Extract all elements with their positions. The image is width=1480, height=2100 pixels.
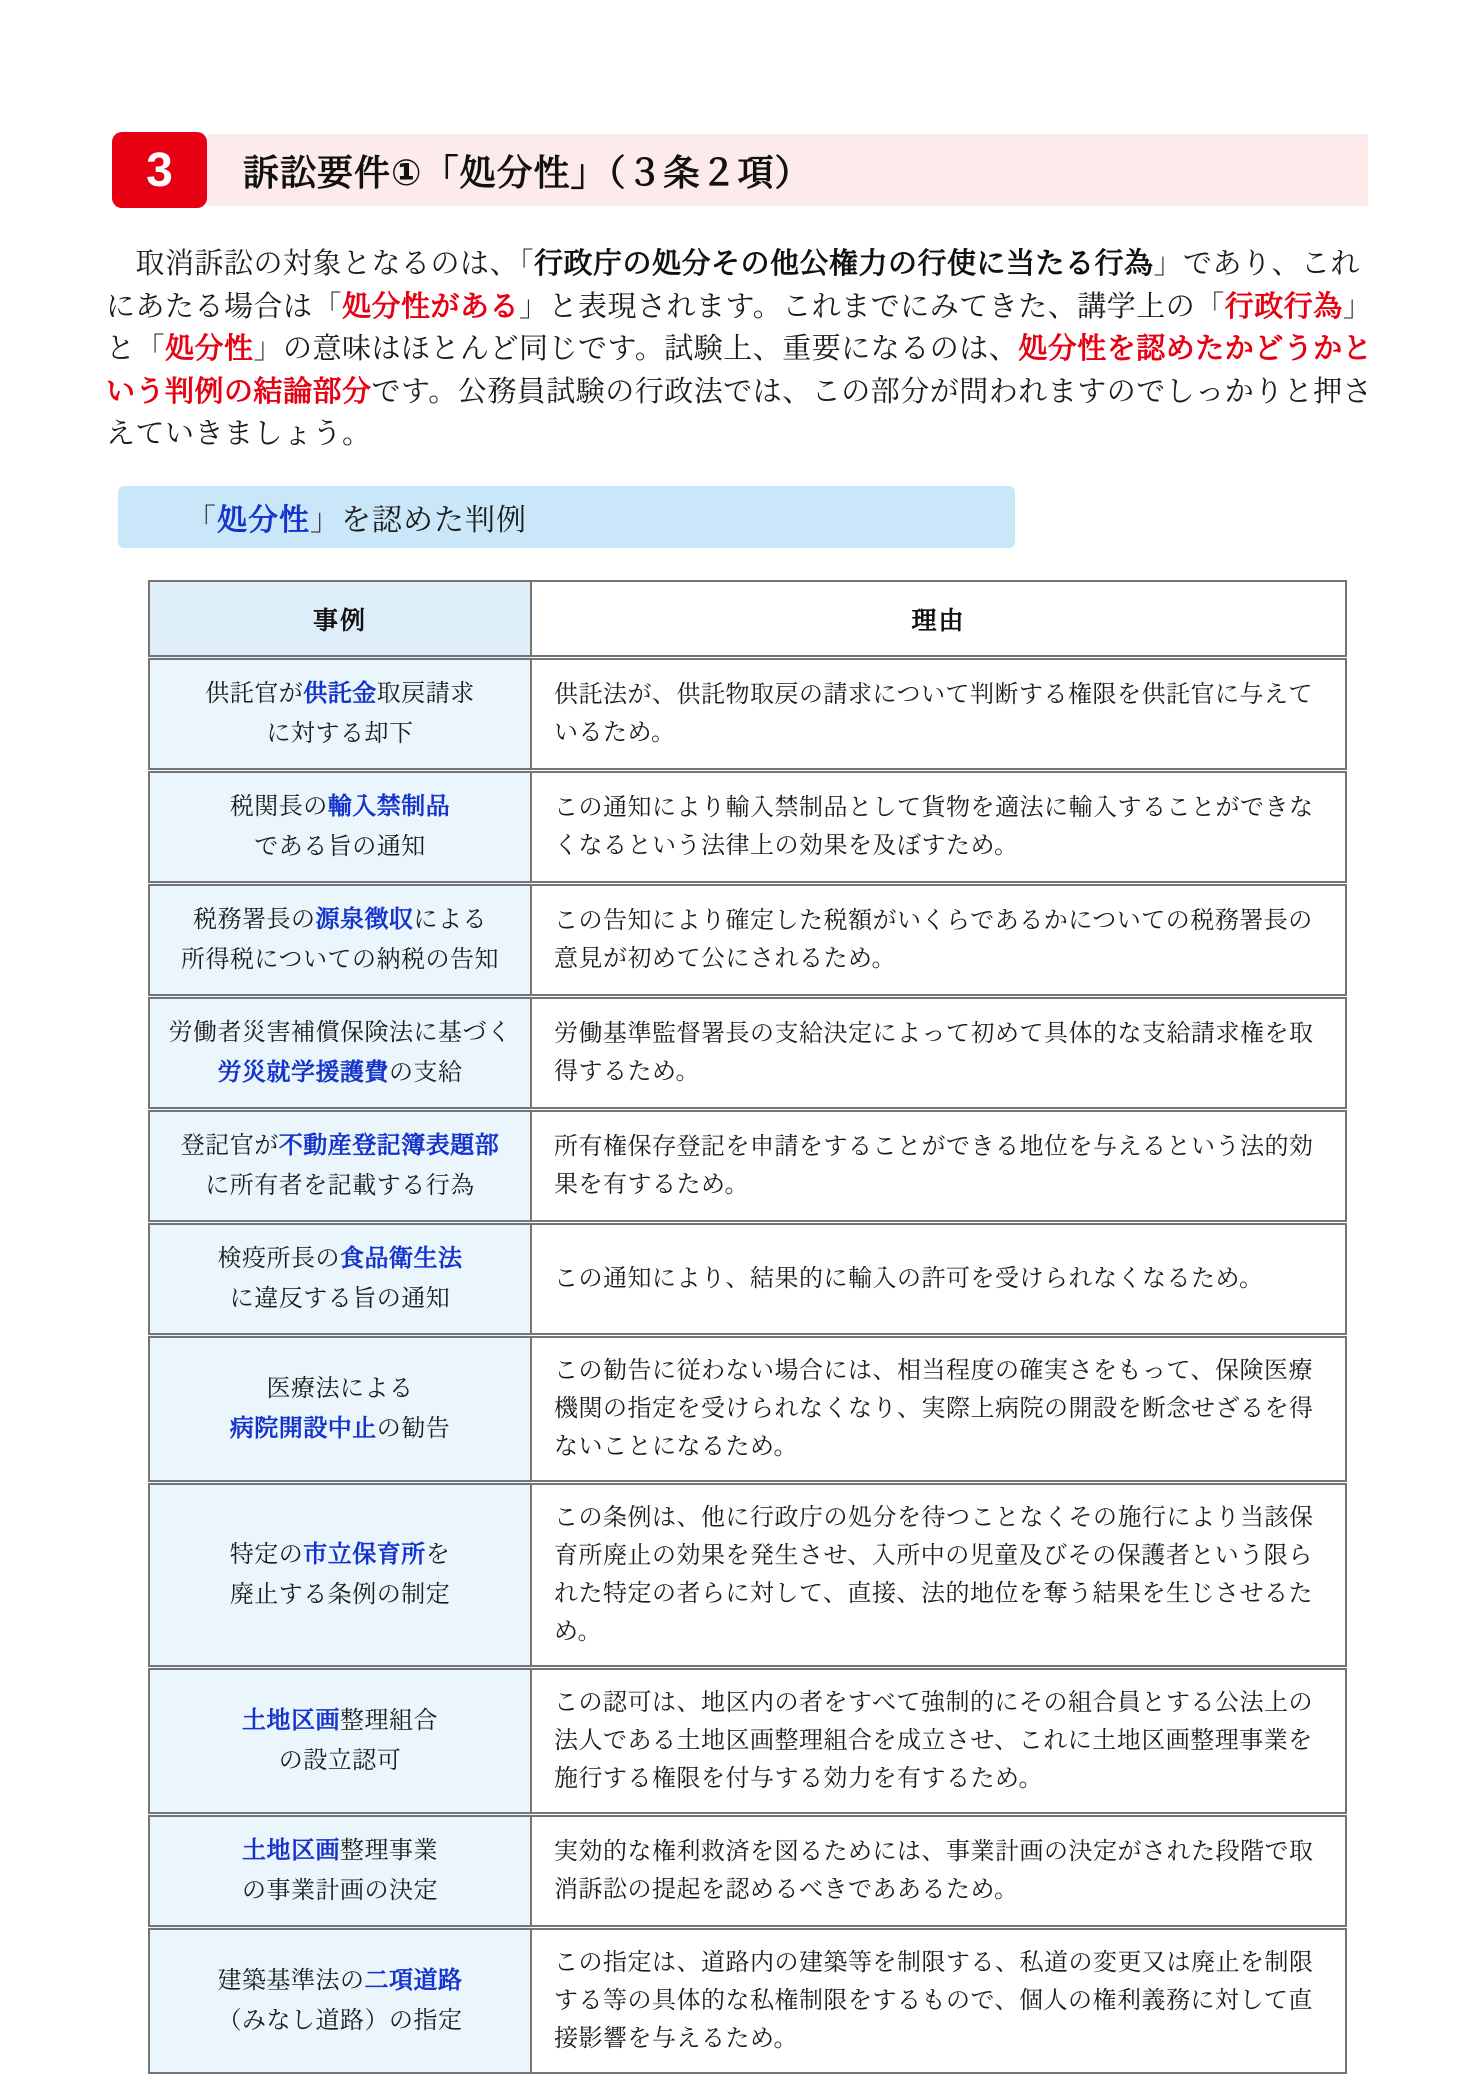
text-segment: 労災就学援護費 <box>217 1059 389 1086</box>
text-segment: 不動産登記簿表題部 <box>278 1132 500 1159</box>
reason-cell: 供託法が、供託物取戻の請求について判断する権限を供託官に与えているため。 <box>531 658 1346 771</box>
reason-cell: この条例は、他に行政庁の処分を待つことなくその施行により当該保育所廃止の効果を発生させ、入所中の児童及びその保護者という限られた特定の者らに対して、直接、法的地位を奪う結果を生じさせるため。 <box>531 1483 1346 1668</box>
case-line <box>158 674 522 714</box>
text-segment: による <box>413 906 487 933</box>
text-segment: 」であり、これ <box>1153 248 1361 280</box>
case-line <box>158 1741 522 1781</box>
case-line <box>158 1369 522 1409</box>
text-segment: 処分性がある <box>342 290 520 323</box>
text-segment: 税関長の <box>229 793 328 820</box>
text-segment: 」の意味はほとんど同じです。試験上、重要になるのは、 <box>253 333 1019 365</box>
text-segment: 税務署長の <box>193 906 316 933</box>
text-segment: 検疫所長の <box>217 1245 340 1272</box>
text-segment: 整理組合 <box>340 1707 438 1734</box>
text-segment: に所有者を記載する行為 <box>205 1172 475 1199</box>
text-segment: （みなし道路）の指定 <box>217 2007 463 2034</box>
case-line <box>158 1871 522 1911</box>
text-segment: にあたる場合は「 <box>106 290 343 323</box>
case-line <box>158 1239 522 1279</box>
column-header-case: 事例 <box>149 581 531 658</box>
table-row <box>149 1110 1346 1223</box>
chapter-header <box>112 132 1368 208</box>
text-segment: 市立保育所 <box>303 1541 426 1568</box>
text-segment: 医療法による <box>266 1375 414 1402</box>
table-row <box>149 1483 1346 1668</box>
case-line <box>158 1961 522 2001</box>
text-segment: 「 <box>186 504 217 537</box>
table-body <box>149 658 1346 2074</box>
text-segment: 」と表現されます。これまでにみてきた、講学上の「 <box>519 290 1225 323</box>
reason-cell: 実効的な権利救済を図るためには、事業計画の決定がされた段階で取消訴訟の提起を認めるべきでああるため。 <box>531 1815 1346 1928</box>
case-line <box>158 714 522 754</box>
text-segment: 特定の <box>229 1541 304 1568</box>
text-segment: 行政行為 <box>1224 290 1343 323</box>
text-segment: です。公務員試験の行政法では、この部分が問われますのでしっかりと押さ <box>371 375 1373 408</box>
case-cell <box>149 771 531 884</box>
table-row <box>149 1668 1346 1815</box>
case-cell <box>149 997 531 1110</box>
case-line <box>158 1535 522 1575</box>
text-segment: 廃止する条例の制定 <box>229 1581 451 1608</box>
case-line <box>158 900 522 940</box>
reason-cell: 労働基準監督署長の支給決定によって初めて具体的な支給請求権を取得するため。 <box>531 997 1346 1110</box>
reason-cell: この認可は、地区内の者をすべて強制的にその組合員とする公法上の法人である土地区画整理組合を成立させ、これに土地区画整理事業を施行する権限を付与する効力を有するため。 <box>531 1668 1346 1815</box>
text-segment: を <box>425 1541 451 1568</box>
text-segment: 供託官が <box>205 680 304 707</box>
reason-cell: この通知により輸入禁制品として貨物を適法に輸入することができなくなるという法律上の効果を及ぼすため。 <box>531 771 1346 884</box>
text-segment: えていきましょう。 <box>106 418 372 450</box>
case-line <box>158 1166 522 1206</box>
table-row <box>149 1928 1346 2074</box>
text-segment: の設立認可 <box>278 1747 402 1774</box>
case-cell <box>149 1928 531 2074</box>
case-cell <box>149 884 531 997</box>
case-line <box>158 1013 522 1053</box>
text-segment: 供託金 <box>303 680 377 707</box>
table-row <box>149 1815 1346 1928</box>
text-segment: に対する却下 <box>266 720 414 747</box>
text-segment: 源泉徴収 <box>315 906 414 933</box>
text-segment: 病院開設中止 <box>229 1415 377 1442</box>
column-header-reason: 理由 <box>531 581 1346 658</box>
case-line <box>158 787 522 827</box>
text-segment: 土地区画 <box>242 1707 340 1734</box>
case-cell <box>149 1223 531 1336</box>
text-segment: 輸入禁制品 <box>327 793 451 820</box>
case-cell <box>149 1668 531 1815</box>
table-row <box>149 1223 1346 1336</box>
text-segment: 」 <box>1342 290 1373 323</box>
case-cell <box>149 1815 531 1928</box>
reason-cell: 所有権保存登記を申請をすることができる地位を与えるという法的効果を有するため。 <box>531 1110 1346 1223</box>
case-line <box>158 827 522 867</box>
reason-cell: この指定は、道路内の建築等を制限する、私道の変更又は廃止を制限する等の具体的な私権制限をするもので、個人の権利義務に対して直接影響を与えるため。 <box>531 1928 1346 2074</box>
text-segment: と「 <box>106 333 166 365</box>
reason-cell: この通知により、結果的に輸入の許可を受けられなくなるため。 <box>531 1223 1346 1336</box>
text-segment: 取消訴訟の対象となるのは、「 <box>106 248 535 280</box>
case-line <box>158 1575 522 1615</box>
text-segment: 行政庁の処分その他公権力の行使に当たる行為 <box>534 248 1154 280</box>
case-line <box>158 1053 522 1093</box>
precedent-table-container <box>148 580 1345 2074</box>
case-line <box>158 1279 522 1319</box>
text-segment: 土地区画 <box>242 1837 340 1864</box>
case-line <box>158 1701 522 1741</box>
case-cell <box>149 1110 531 1223</box>
section-heading <box>118 486 1015 548</box>
case-cell <box>149 1483 531 1668</box>
case-line <box>158 940 522 980</box>
text-segment: 食品衛生法 <box>340 1245 463 1272</box>
case-cell <box>149 658 531 771</box>
intro-paragraph <box>106 243 1398 456</box>
table-header-row <box>149 581 1346 658</box>
text-segment: に違反する旨の通知 <box>229 1285 451 1312</box>
case-line <box>158 2001 522 2041</box>
table-row <box>149 997 1346 1110</box>
table-row <box>149 884 1346 997</box>
text-segment: 建築基準法の <box>217 1967 365 1994</box>
text-segment: 処分性 <box>217 504 310 537</box>
table-row <box>149 771 1346 884</box>
precedent-table <box>148 580 1347 2074</box>
case-line <box>158 1126 522 1166</box>
text-segment: 所得税についての納税の告知 <box>180 946 500 973</box>
text-segment: 処分性を認めたかどうかと <box>1018 333 1373 365</box>
text-segment: 整理事業 <box>340 1837 438 1864</box>
text-segment: である旨の通知 <box>254 833 426 860</box>
text-segment: の事業計画の決定 <box>242 1877 438 1904</box>
text-segment: 登記官が <box>180 1132 279 1159</box>
chapter-number-badge: 3 <box>112 132 207 208</box>
page-title: 訴訟要件①「処分性」（３条２項） <box>207 134 1368 206</box>
text-segment: 二項道路 <box>364 1967 463 1994</box>
text-segment: の支給 <box>389 1059 463 1086</box>
reason-cell: この勧告に従わない場合には、相当程度の確実さをもって、保険医療機関の指定を受けられなくなり、実際上病院の開設を断念せざるを得ないことになるため。 <box>531 1336 1346 1483</box>
case-line <box>158 1409 522 1449</box>
table-row <box>149 1336 1346 1483</box>
table-row <box>149 658 1346 771</box>
text-segment: 処分性 <box>165 333 254 365</box>
text-segment: 取戻請求 <box>376 680 475 707</box>
text-segment: の勧告 <box>376 1415 451 1442</box>
reason-cell: この告知により確定した税額がいくらであるかについての税務署長の意見が初めて公にされるため。 <box>531 884 1346 997</box>
case-cell <box>149 1336 531 1483</box>
case-line <box>158 1831 522 1871</box>
text-segment: 」を認めた判例 <box>310 504 527 537</box>
text-segment: いう判例の結論部分 <box>106 375 372 408</box>
text-segment: 労働者災害補償保険法に基づく <box>168 1019 512 1046</box>
